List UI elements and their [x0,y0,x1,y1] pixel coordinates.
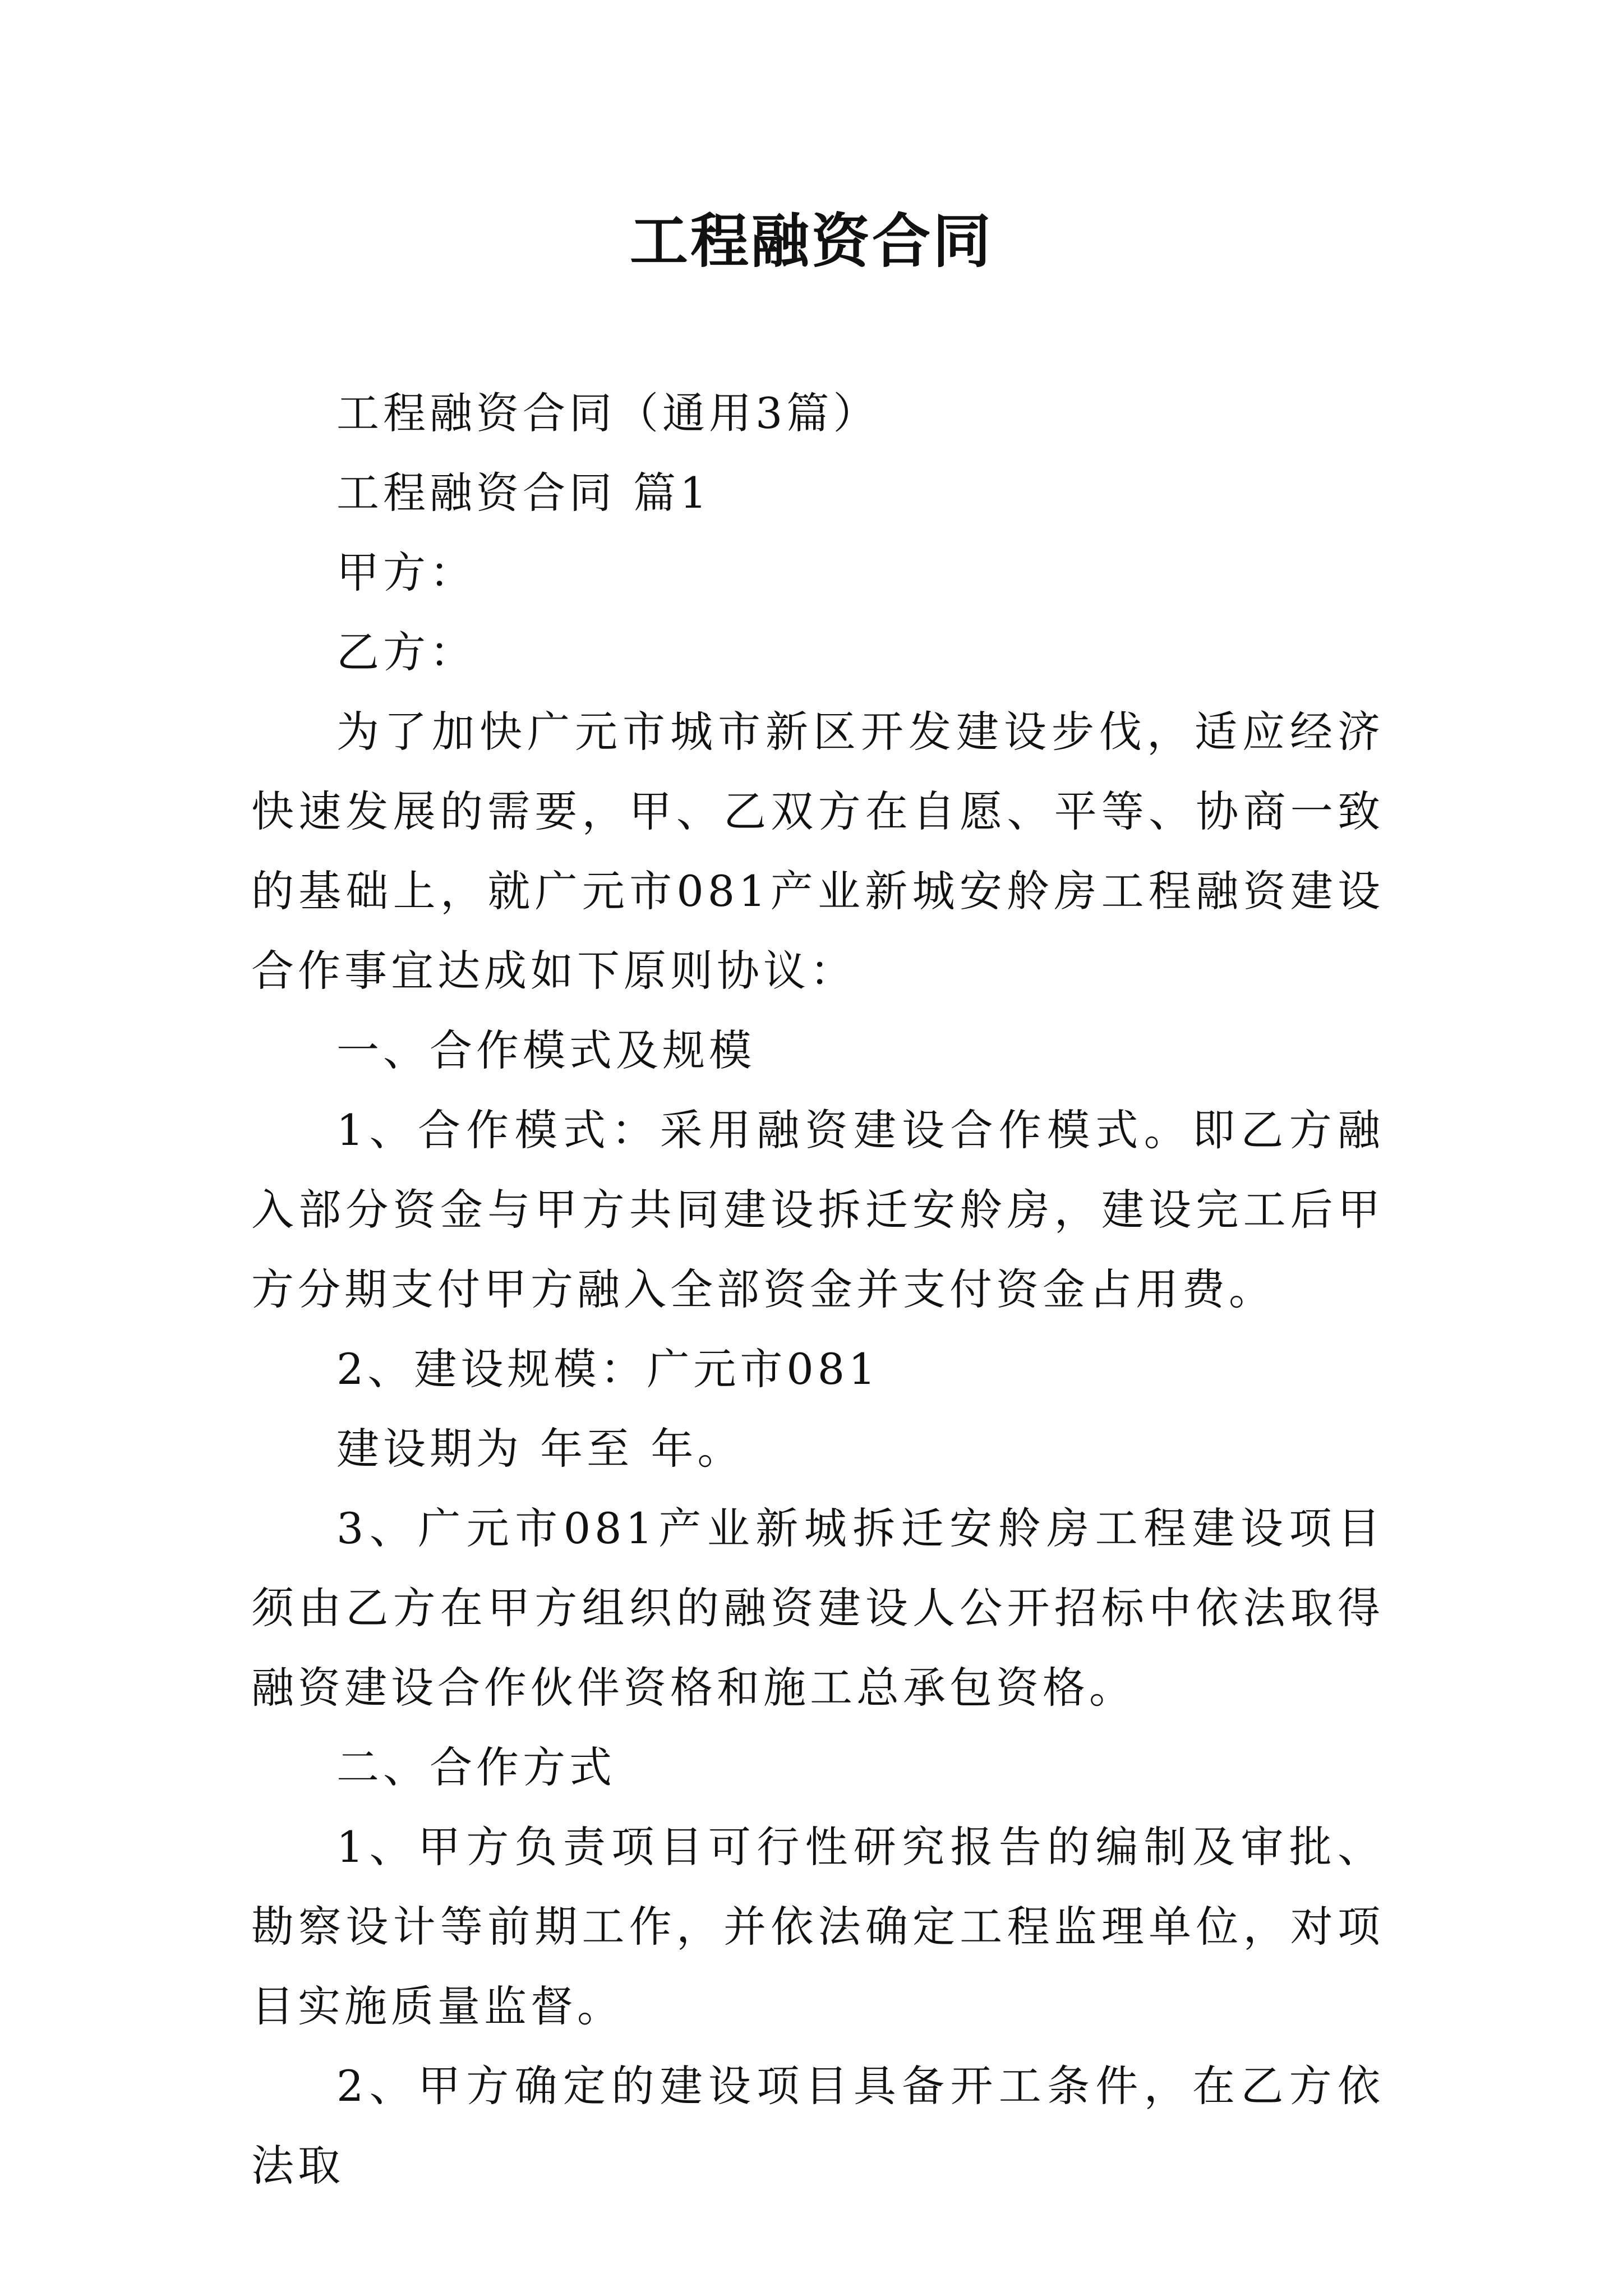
paragraph-clause-2-2: 2、甲方确定的建设项目具备开工条件，在乙方依法取 [251,2061,1384,2191]
paragraph-heading-1: 一、合作模式及规模 [336,1025,755,1075]
paragraph-preamble: 为了加快广元市城市新区开发建设步伐，适应经济快速发展的需要，甲、乙双方在自愿、平等、协商一致的基础上，就广元市081产业新城安舲房工程融资建设合作事宜达成如下原则协议： [251,707,1384,996]
paragraph-construction-period: 建设期为 年至 年。 [336,1424,744,1474]
paragraph-party-a: 甲方： [336,547,476,597]
paragraph-clause-1-3: 3、广元市081产业新城拆迁安舲房工程建设项目须由乙方在甲方组织的融资建设人公开招标中依法取得融资建设合作伙伴资格和施工总承包资格。 [251,1503,1384,1713]
paragraph-section-heading: 工程融资合同 篇1 [336,468,711,518]
document-body [251,374,1384,2206]
paragraph-heading-2: 二、合作方式 [336,1742,616,1792]
paragraph-subtitle: 工程融资合同（通用3篇） [336,388,880,438]
document-title: 工程融资合同 [629,206,993,275]
paragraph-clause-1-2: 2、建设规模：广元市081 [336,1344,880,1394]
paragraph-party-b: 乙方： [336,627,476,677]
paragraph-clause-1-1: 1、合作模式：采用融资建设合作模式。即乙方融入部分资金与甲方共同建设拆迁安舲房，建设完工后甲方分期支付甲方融入全部资金并支付资金占用费。 [251,1105,1384,1314]
paragraph-clause-2-1: 1、甲方负责项目可行性研究报告的编制及审批、勘察设计等前期工作，并依法确定工程监理单位，对项目实施质量监督。 [251,1822,1384,2031]
